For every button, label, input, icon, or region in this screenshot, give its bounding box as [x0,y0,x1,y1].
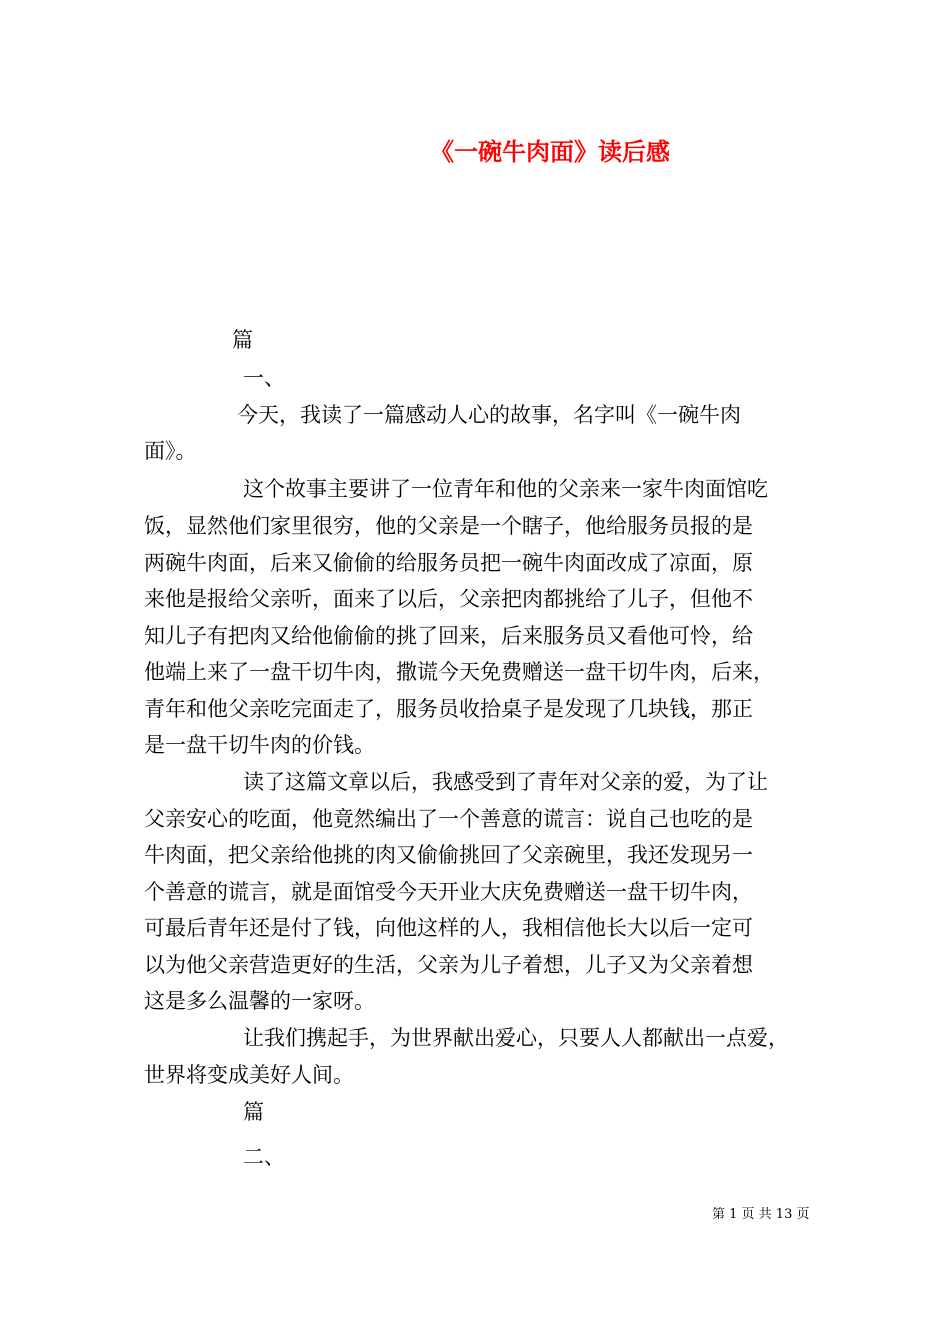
paragraph-2-line: 是一盘干切牛肉的价钱。 [144,733,375,757]
paragraph-2-line: 这个故事主要讲了一位青年和他的父亲来一家牛肉面馆吃 [243,477,768,501]
paragraph-1-line: 面》。 [144,439,197,463]
section-one-label-b: 一、 [243,366,285,390]
paragraph-3-line: 个善意的谎言，就是面馆受今天开业大庆免费赠送一盘干切牛肉， [144,880,753,904]
paragraph-2-line: 来他是报给父亲听，面来了以后，父亲把肉都挑给了儿子，但他不 [144,587,753,611]
paragraph-2-line: 青年和他父亲吃完面走了，服务员收拾桌子是发现了几块钱，那正 [144,697,753,721]
section-two-label-a: 篇 [243,1100,264,1124]
section-two-label-b: 二、 [243,1145,285,1169]
paragraph-4-line: 世界将变成美好人间。 [144,1063,354,1087]
paragraph-3-line: 牛肉面，把父亲给他挑的肉又偷偷挑回了父亲碗里，我还发现另一 [144,843,753,867]
paragraph-3-line: 可最后青年还是付了钱，向他这样的人，我相信他长大以后一定可 [144,916,753,940]
paragraph-3-line: 以为他父亲营造更好的生活，父亲为儿子着想，儿子又为父亲着想 [144,953,753,977]
document-title: 《一碗牛肉面》读后感 [430,137,670,166]
paragraph-3-line: 这是多么温馨的一家呀。 [144,989,375,1013]
paragraph-4-line: 让我们携起手，为世界献出爱心，只要人人都献出一点爱， [243,1026,789,1050]
paragraph-2-line: 饭，显然他们家里很穷，他的父亲是一个瞎子，他给服务员报的是 [144,514,753,538]
paragraph-3-line: 父亲安心的吃面，他竟然编出了一个善意的谎言：说自己也吃的是 [144,807,753,831]
paragraph-2-line: 知儿子有把肉又给他偷偷的挑了回来，后来服务员又看他可怜，给 [144,624,753,648]
paragraph-3-line: 读了这篇文章以后，我感受到了青年对父亲的爱，为了让 [243,770,768,794]
paragraph-1-line: 今天，我读了一篇感动人心的故事，名字叫《一碗牛肉 [237,403,741,427]
section-one-label-a: 篇 [232,328,253,352]
paragraph-2-line: 他端上来了一盘干切牛肉，撒谎今天免费赠送一盘干切牛肉，后来， [144,660,774,684]
paragraph-2-line: 两碗牛肉面，后来又偷偷的给服务员把一碗牛肉面改成了凉面，原 [144,551,753,575]
page-number: 第 1 页 共 13 页 [712,1207,810,1222]
